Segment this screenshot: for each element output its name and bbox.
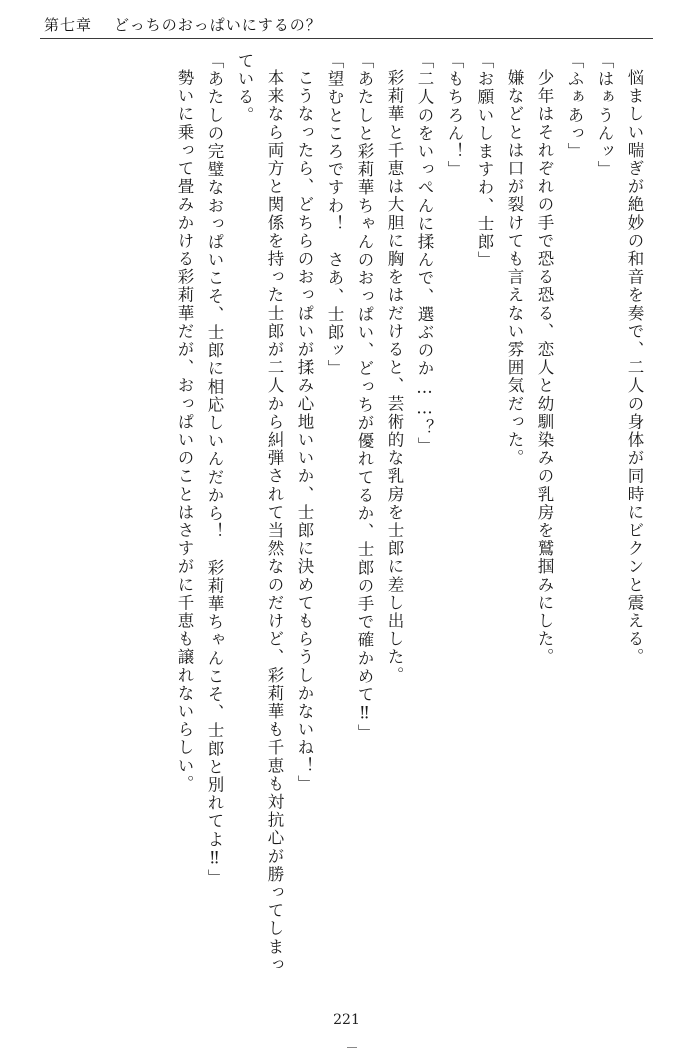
- paragraph: 「望むところですわ！ さあ、士郎ッ」: [325, 52, 344, 378]
- spine-mark: [347, 1043, 357, 1048]
- paragraph: 「ふぁあっ」: [565, 52, 584, 161]
- running-head: [44, 10, 649, 38]
- paragraph: 「お願いしますわ、士郎」: [475, 52, 494, 270]
- paragraph: 本来なら両方と関係を持った士郎が二人から糾弾されて当然なのだけど、彩莉華も千恵も対抗心が勝ってしまっている。: [235, 52, 284, 974]
- paragraph: 「二人のをいっぺんに揉んで、選ぶのか……？」: [415, 52, 434, 456]
- paragraph: 嫌などとは口が裂けても言えない雰囲気だった。: [505, 69, 524, 468]
- paragraph: 悩ましい喘ぎが絶妙の和音を奏で、二人の身体が同時にビクンと震える。: [625, 69, 644, 667]
- chapter-title: どっちのおっぱいにするの？: [114, 15, 322, 34]
- paragraph: 「もちろん！」: [445, 52, 464, 179]
- header-divider: [40, 38, 653, 39]
- paragraph: 少年はそれぞれの手で恐る恐る、恋人と幼馴染みの乳房を鷲掴みにした。: [535, 69, 554, 667]
- paragraph: こうなったら、どちらのおっぱいが揉み心地いいか、士郎に決めてもらうしかないね！」: [295, 69, 314, 793]
- page-number: 221: [333, 1012, 360, 1028]
- paragraph: 勢いに乗って畳みかける彩莉華だが、おっぱいのことはさすがに千恵も譲れないらしい。: [175, 69, 194, 793]
- chapter-number: 第七章: [44, 15, 93, 34]
- paragraph: 彩莉華と千恵は大胆に胸をはだけると、芸術的な乳房を士郎に差し出した。: [385, 69, 404, 685]
- paragraph: 「あたしの完璧なおっぱいこそ、士郎に相応しいんだから！ 彩莉華ちゃんこそ、士郎と別れてよ‼」: [205, 52, 224, 888]
- page-body-text: [44, 52, 649, 980]
- paragraph: 「はぁうんッ」: [595, 52, 614, 179]
- paragraph: 「あたしと彩莉華ちゃんのおっぱい、どっちが優れてるか、士郎の手で確かめて‼」: [355, 52, 374, 743]
